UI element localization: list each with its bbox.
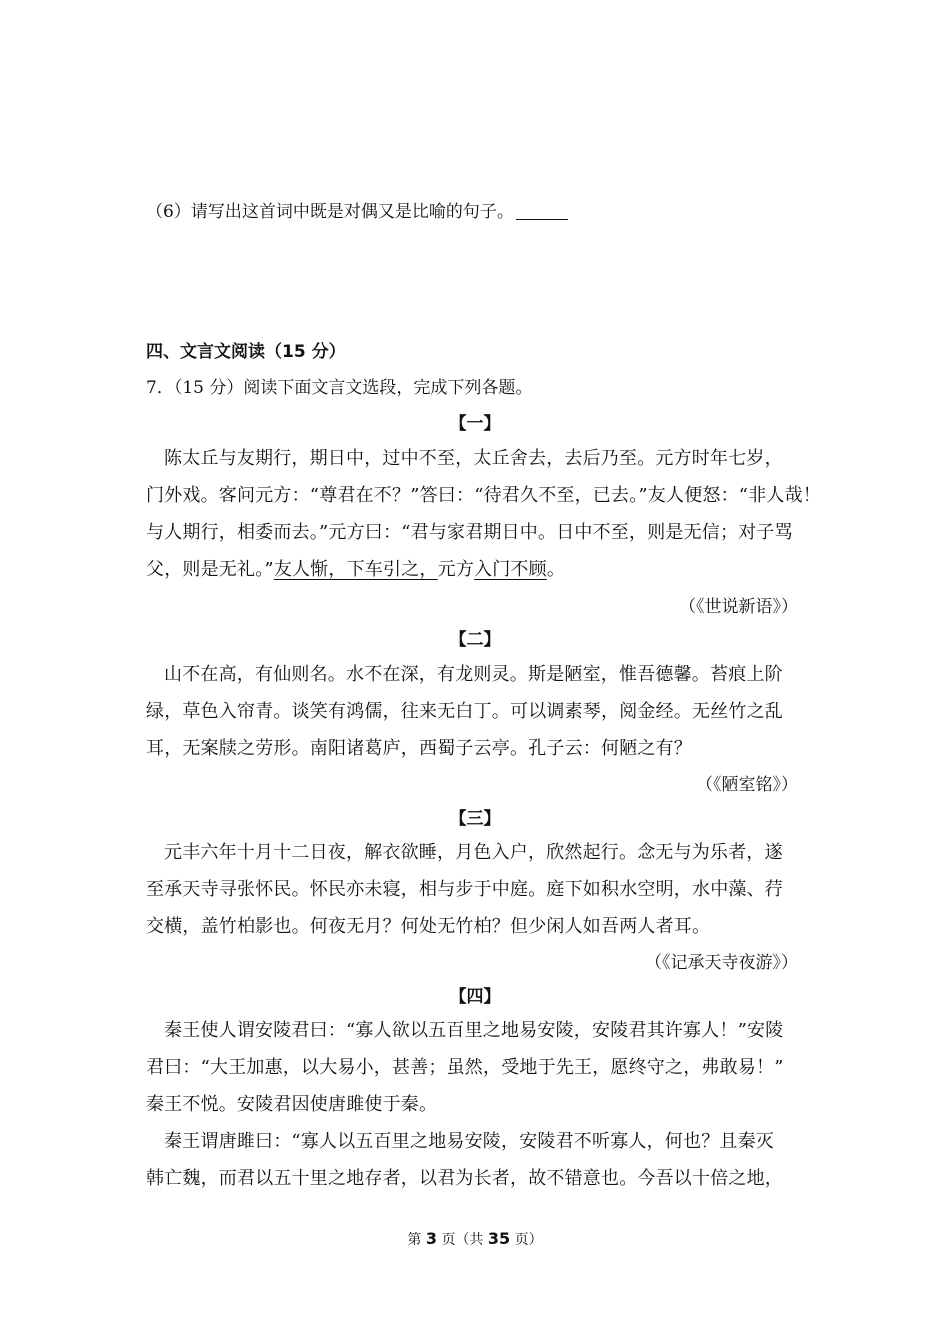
passage-3-source: （《记承天寺夜游》） [645,953,798,973]
passage-2-line: 绿，草色入帘青。谈笑有鸿儒，往来无白丁。可以调素琴，阅金经。无丝竹之乱 [146,701,783,722]
passage-4-line: 秦王谓唐雎曰：“寡人以五百里之地易安陵，安陵君不听寡人，何也？且秦灭 [164,1131,774,1152]
passage-2-line: 耳，无案牍之劳形。南阳诸葛庐，西蜀子云亭。孔子云：何陋之有？ [146,738,692,759]
passage-3-line: 元丰六年十月十二日夜，解衣欲睡，月色入户，欣然起行。念无与为乐者，遂 [164,842,783,863]
passage-4-line: 秦王使人谓安陵君曰：“寡人欲以五百里之地易安陵，安陵君其许寡人！”安陵 [164,1020,784,1041]
page-number: 3 [425,1229,437,1248]
passage-4-line: 君曰：“大王加惠，以大易小，甚善；虽然，受地于先王，愿终守之，弗敢易！” [146,1057,784,1078]
underlined-phrase: 入门不顾 [474,559,547,580]
underlined-phrase: 友人惭，下车引之， [273,559,438,580]
passage-1-heading: 【一】 [449,414,501,434]
passage-4-line: 秦王不悦。安陵君因使唐雎使于秦。 [146,1094,438,1115]
passage-2-heading: 【二】 [449,630,501,650]
question-7: 7．（15 分）阅读下面文言文选段，完成下列各题。 [146,378,533,398]
passage-2-line: 山不在高，有仙则名。水不在深，有龙则灵。斯是陋室，惟吾德馨。苔痕上阶 [164,664,783,685]
passage-1-line: 与人期行，相委而去。”元方曰：“君与家君期日中。日中不至，则是无信；对子骂 [146,522,793,543]
passage-3-line: 至承天寺寻张怀民。怀民亦未寝，相与步于中庭。庭下如积水空明，水中藻、荇 [146,879,783,900]
section-title: 四、文言文阅读（15 分） [146,342,346,362]
passage-1-line: 门外戏。客问元方：“尊君在不？”答曰：“待君久不至，已去。”友人便怒：“非人哉！ [146,485,822,506]
answer-blank[interactable] [516,203,568,220]
passage-4-line: 韩亡魏，而君以五十里之地存者，以君为长者，故不错意也。今吾以十倍之地， [146,1168,783,1189]
passage-3-line: 交横，盖竹柏影也。何夜无月？何处无竹柏？但少闲人如吾两人者耳。 [146,916,711,937]
page-total: 35 [487,1229,511,1248]
passage-4-heading: 【四】 [449,987,501,1007]
passage-1-line: 父，则是无礼。”友人惭，下车引之，元方入门不顾。 [146,559,566,580]
passage-1-source: （《世说新语》） [679,597,798,617]
question-6: （6）请写出这首词中既是对偶又是比喻的句子。 [146,197,568,222]
page-footer: 第 3 页（共 35 页） [407,1229,543,1248]
passage-1-line: 陈太丘与友期行，期日中，过中不至，太丘舍去，去后乃至。元方时年七岁， [164,448,783,469]
passage-3-heading: 【三】 [449,809,501,829]
passage-2-source: （《陋室铭》） [696,775,798,795]
